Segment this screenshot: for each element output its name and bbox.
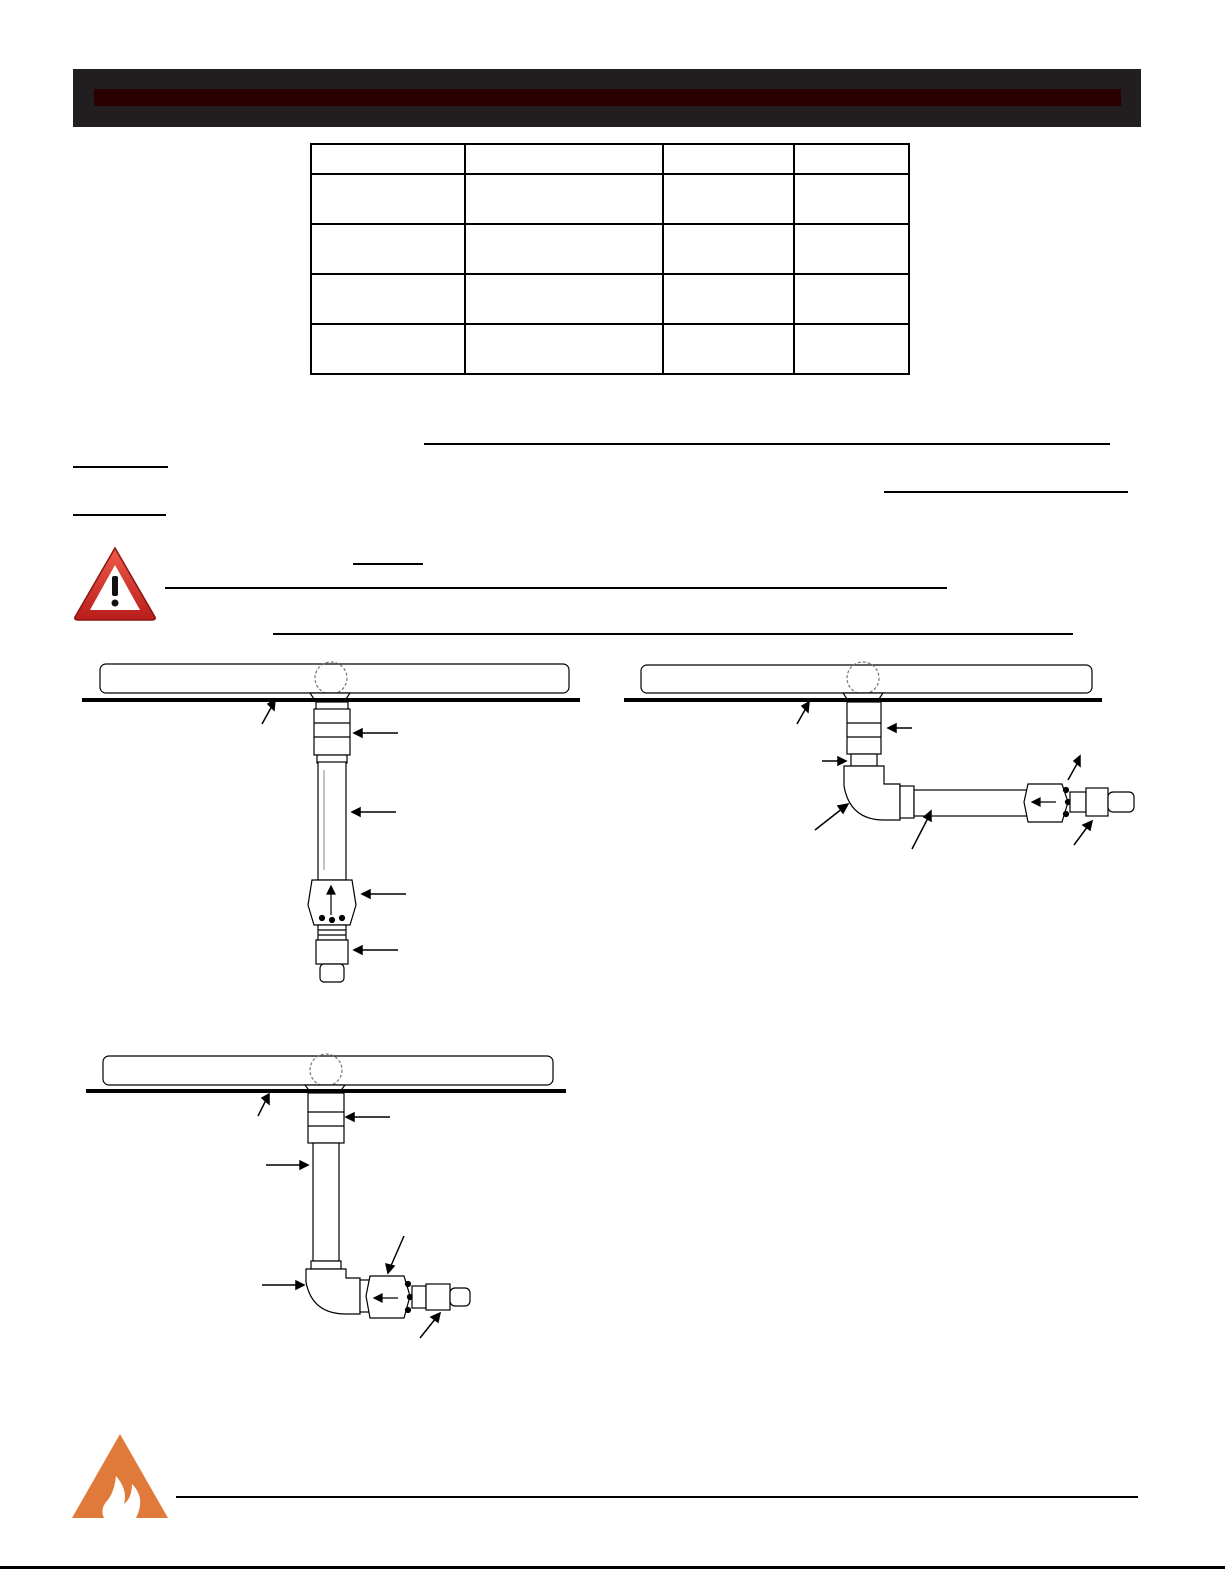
flame-logo-icon (70, 1432, 170, 1520)
page-bottom-edge (0, 1566, 1225, 1569)
footer-rule (176, 1496, 1138, 1498)
